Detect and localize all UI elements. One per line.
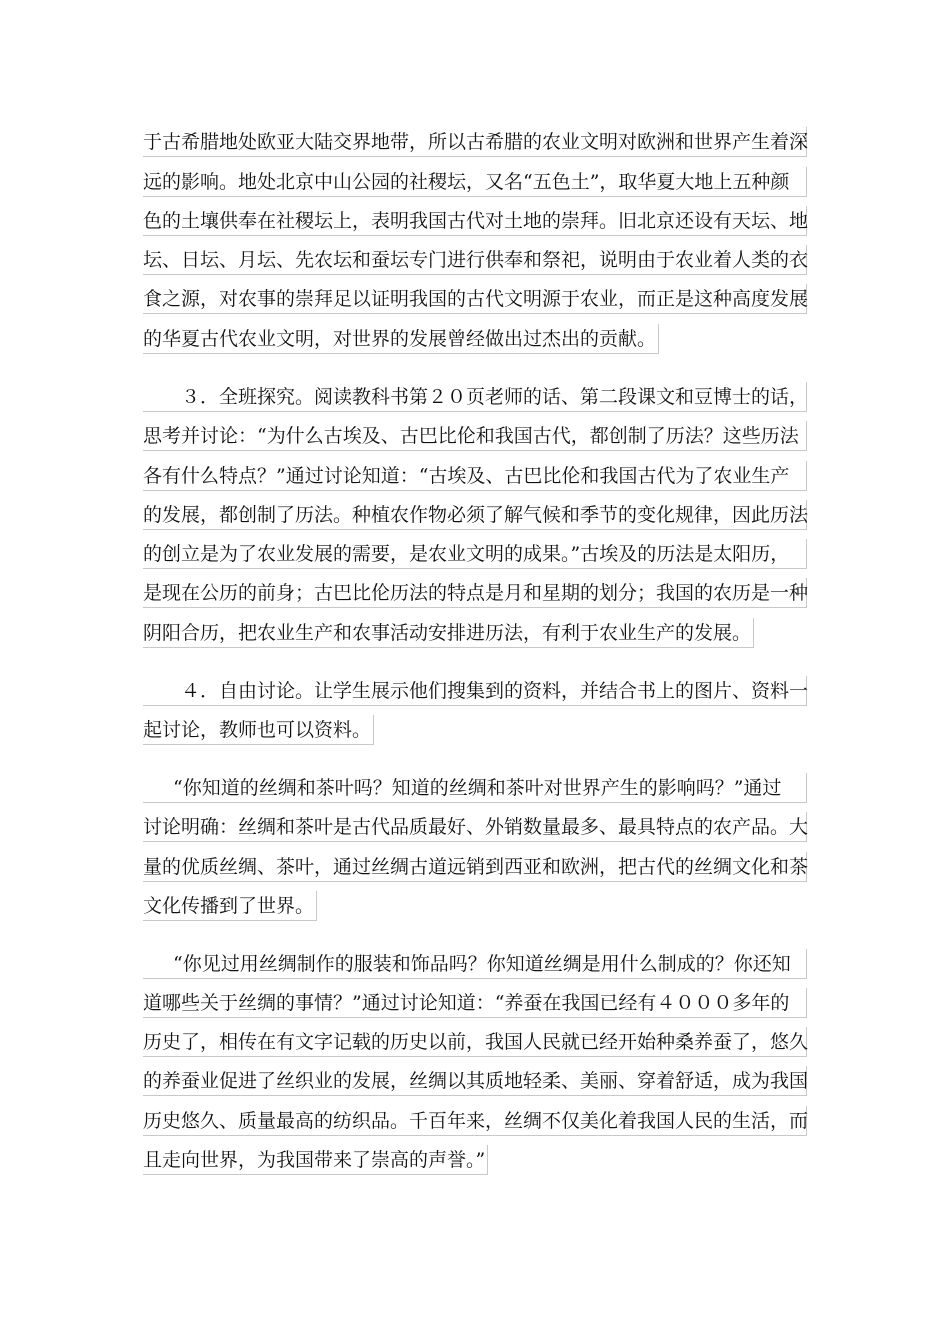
text-line: 的养蚕业促进了丝织业的发展，丝绸以其质地轻柔、美丽、穿着舒适，成为我国 bbox=[143, 1066, 807, 1096]
text-line: ４．自由讨论。让学生展示他们搜集到的资料，并结合书上的图片、资料一 bbox=[143, 676, 807, 706]
text-line: 远的影响。地处北京中山公园的社稷坛，又名“五色土”，取华夏大地上五种颜 bbox=[143, 167, 807, 197]
text-line: 思考并讨论：“为什么古埃及、古巴比伦和我国古代，都创制了历法？这些历法 bbox=[143, 421, 807, 451]
text-line: “你见过用丝绸制作的服装和饰品吗？你知道丝绸是用什么制成的？你还知 bbox=[143, 949, 807, 979]
text-line: 量的优质丝绸、茶叶，通过丝绸古道远销到西亚和欧洲，把古代的丝绸文化和茶 bbox=[143, 852, 807, 882]
text-line: “你知道的丝绸和茶叶吗？知道的丝绸和茶叶对世界产生的影响吗？”通过 bbox=[143, 773, 807, 803]
text-line: 阴阳合历，把农业生产和农事活动安排进历法，有利于农业生产的发展。 bbox=[143, 618, 754, 648]
text-line: 道哪些关于丝绸的事情？”通过讨论知道：“养蚕在我国已经有４０００多年的 bbox=[143, 988, 807, 1018]
text-line: 讨论明确：丝绸和茶叶是古代品质最好、外销数量最多、最具特点的农产品。大 bbox=[143, 812, 807, 842]
text-line: 文化传播到了世界。 bbox=[143, 891, 317, 921]
text-line: 历史了，相传在有文字记载的历史以前，我国人民就已经开始种桑养蚕了，悠久 bbox=[143, 1027, 807, 1057]
text-line: 历史悠久、质量最高的纺织品。千百年来，丝绸不仅美化着我国人民的生活，而 bbox=[143, 1106, 807, 1136]
text-line: 食之源，对农事的崇拜足以证明我国的古代文明源于农业，而正是这种高度发展 bbox=[143, 284, 807, 314]
text-line: 于古希腊地处欧亚大陆交界地带，所以古希腊的农业文明对欧洲和世界产生着深 bbox=[143, 127, 807, 157]
text-line: 的华夏古代农业文明，对世界的发展曾经做出过杰出的贡献。 bbox=[143, 324, 659, 354]
text-line: 的发展，都创制了历法。种植农作物必须了解气候和季节的变化规律，因此历法 bbox=[143, 500, 807, 530]
text-line: 且走向世界，为我国带来了崇高的声誉。” bbox=[143, 1145, 488, 1175]
text-line: ３．全班探究。阅读教科书第２０页老师的话、第二段课文和豆博士的话， bbox=[143, 382, 807, 412]
text-line: 的创立是为了农业发展的需要，是农业文明的成果。”古埃及的历法是太阳历， bbox=[143, 539, 807, 569]
text-line: 各有什么特点？”通过讨论知道：“古埃及、古巴比伦和我国古代为了农业生产 bbox=[143, 461, 807, 491]
text-line: 色的土壤供奉在社稷坛上，表明我国古代对土地的崇拜。旧北京还设有天坛、地 bbox=[143, 206, 807, 236]
text-line: 是现在公历的前身；古巴比伦历法的特点是月和星期的划分；我国的农历是一种 bbox=[143, 578, 807, 608]
text-line: 坛、日坛、月坛、先农坛和蚕坛专门进行供奉和祭祀，说明由于农业着人类的衣 bbox=[143, 245, 807, 275]
text-line: 起讨论，教师也可以资料。 bbox=[143, 715, 374, 745]
